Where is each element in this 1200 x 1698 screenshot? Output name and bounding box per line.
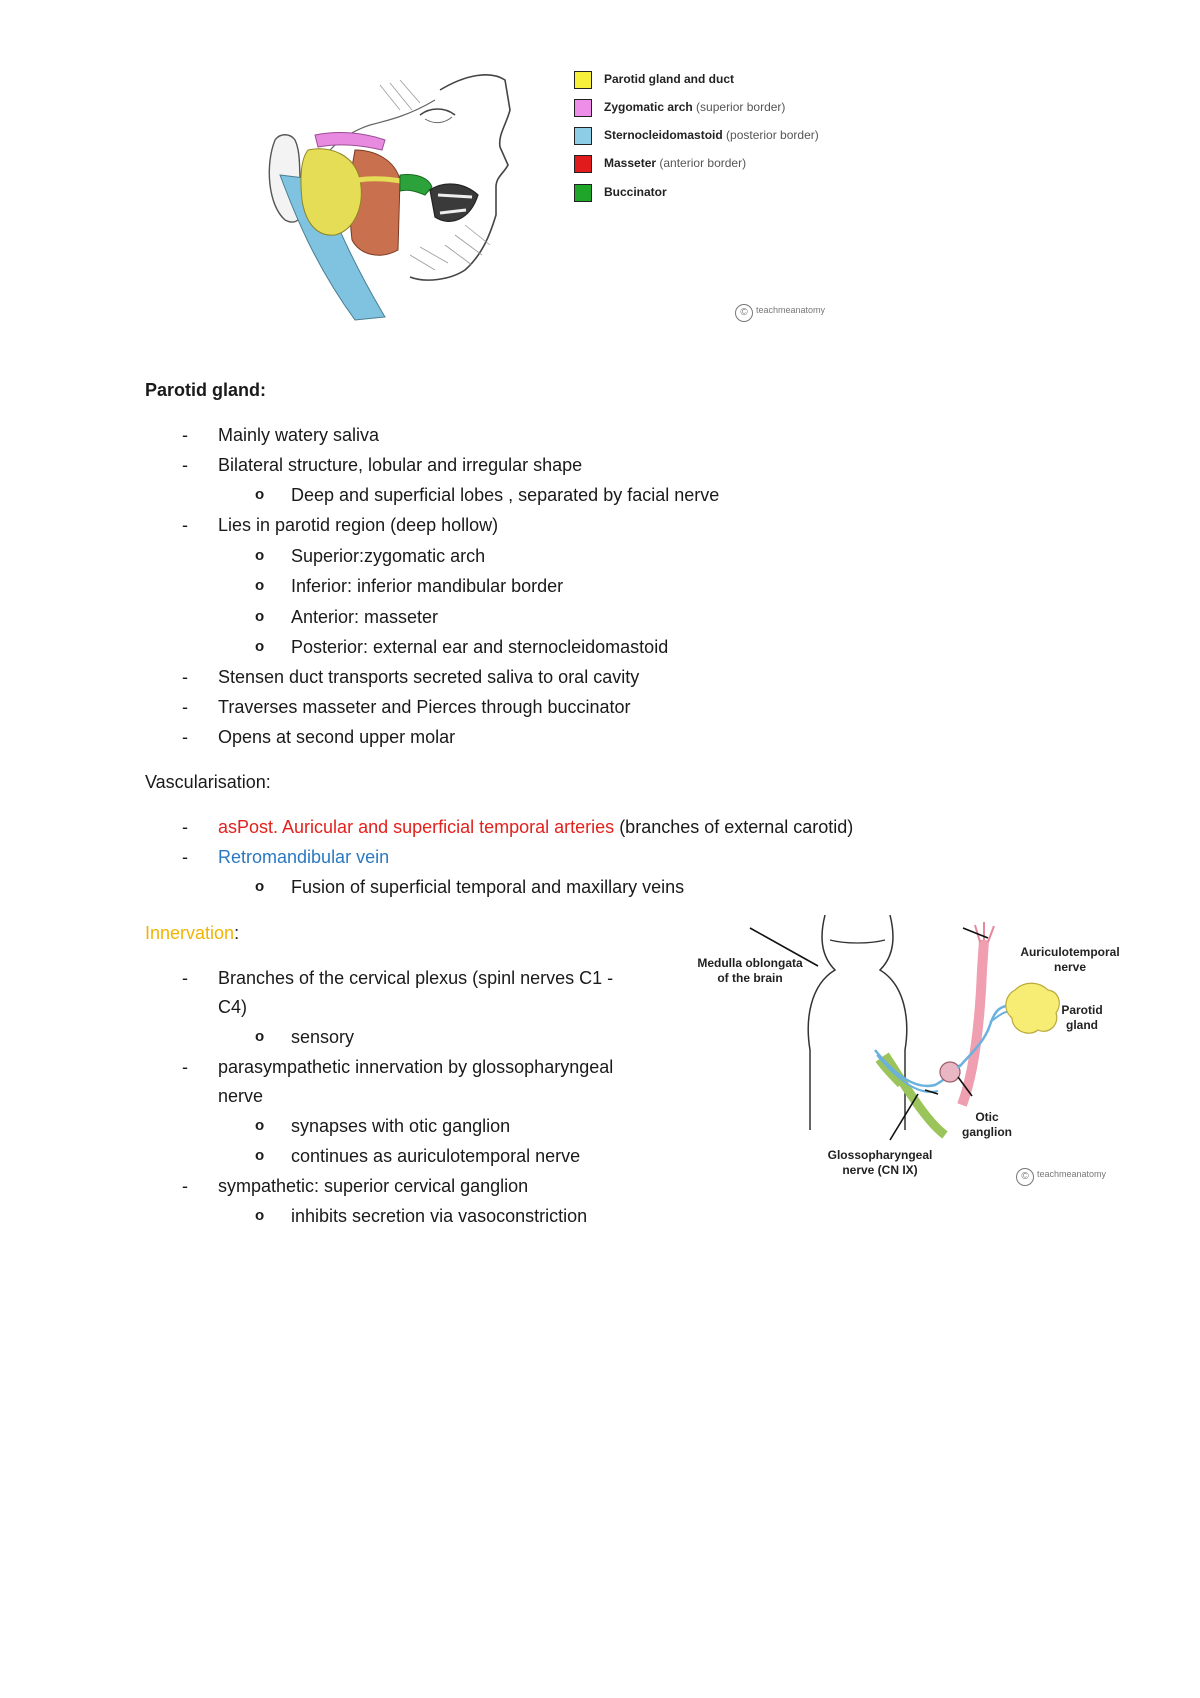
legend-label: Sternocleidomastoid (posterior border)	[604, 128, 819, 142]
legend-swatch-green	[574, 184, 592, 202]
list-item-arteries	[218, 817, 853, 837]
section-heading-parotid: Parotid gland:	[145, 380, 266, 400]
copyright-icon: ©	[735, 304, 753, 322]
bullet-dash: -	[182, 455, 188, 475]
list-subitem: inhibits secretion via vasoconstriction	[291, 1206, 588, 1226]
list-item: Branches of the cervical plexus (spinl nerves C1 -	[218, 968, 614, 988]
label-medulla: Medulla oblongata of the brain	[697, 956, 803, 985]
list-item-vein: Retromandibular vein	[218, 847, 390, 867]
legend-swatch-yellow	[574, 71, 592, 89]
list-item: Opens at second upper molar	[218, 727, 456, 747]
bullet-dash: -	[182, 425, 188, 445]
list-item: Traverses masseter and Pierces through buccinator	[218, 697, 631, 717]
list-item: parasympathetic innervation by glossopharyngeal	[218, 1057, 614, 1077]
bullet-dash: -	[182, 847, 188, 867]
list-subitem: Superior:zygomatic arch	[291, 546, 486, 566]
list-subitem: continues as auriculotemporal nerve	[291, 1146, 581, 1166]
list-item: Bilateral structure, lobular and irregular shape	[218, 455, 583, 475]
bullet-sub: o	[255, 1028, 265, 1045]
list-item: Stensen duct transports secreted saliva to oral cavity	[218, 667, 640, 687]
bullet-dash: -	[182, 817, 188, 837]
list-subitem: Deep and superficial lobes , separated by facial nerve	[291, 485, 720, 505]
legend-swatch-pink	[574, 99, 592, 117]
section-heading-innervation	[145, 923, 239, 943]
bullet-sub: o	[255, 577, 265, 594]
section-heading-vascularisation: Vascularisation:	[145, 772, 271, 792]
bullet-sub: o	[255, 1207, 265, 1224]
label-otic-ganglion: Otic ganglion	[962, 1110, 1012, 1139]
figure-face-anatomy	[260, 55, 860, 330]
face-illustration	[260, 55, 860, 330]
list-subitem: Posterior: external ear and sternocleidomastoid	[291, 637, 669, 657]
list-item-continued: C4)	[218, 997, 248, 1017]
bullet-dash: -	[182, 1176, 188, 1196]
arteries-highlight: asPost. Auricular and superficial temporal arteries	[218, 817, 615, 837]
list-item-continued: nerve	[218, 1086, 264, 1106]
legend-label: Zygomatic arch (superior border)	[604, 100, 786, 114]
bullet-sub: o	[255, 638, 265, 655]
legend-label: Buccinator	[604, 185, 667, 199]
label-auriculotemporal: Auriculotemporal nerve	[1020, 945, 1120, 974]
bullet-sub: o	[255, 608, 265, 625]
bullet-dash: -	[182, 697, 188, 717]
bullet-sub: o	[255, 486, 265, 503]
bullet-dash: -	[182, 968, 188, 988]
bullet-sub: o	[255, 1147, 265, 1164]
list-subitem: synapses with otic ganglion	[291, 1116, 511, 1136]
list-item: sympathetic: superior cervical ganglion	[218, 1176, 529, 1196]
legend-label: Masseter (anterior border)	[604, 156, 747, 170]
innervation-heading-colon: :	[234, 923, 240, 943]
legend-swatch-blue	[574, 127, 592, 145]
list-subitem: Anterior: masseter	[291, 607, 439, 627]
bullet-dash: -	[182, 1057, 188, 1077]
copyright-icon: ©	[1016, 1168, 1034, 1186]
label-glossopharyngeal: Glossopharyngeal nerve (CN IX)	[827, 1148, 933, 1177]
list-item: Mainly watery saliva	[218, 425, 380, 445]
arteries-note: (branches of external carotid)	[614, 817, 854, 837]
list-subitem: Fusion of superficial temporal and maxillary veins	[291, 877, 685, 897]
watermark-text: teachmeanatomy	[756, 305, 826, 315]
legend-swatch-red	[574, 155, 592, 173]
legend-label: Parotid gland and duct	[604, 72, 735, 86]
list-item: Lies in parotid region (deep hollow)	[218, 515, 499, 535]
innervation-heading-text: Innervation	[145, 923, 235, 943]
list-subitem: Inferior: inferior mandibular border	[291, 576, 564, 596]
bullet-dash: -	[182, 667, 188, 687]
bullet-dash: -	[182, 727, 188, 747]
watermark-text: teachmeanatomy	[1037, 1169, 1107, 1179]
list-subitem: sensory	[291, 1027, 355, 1047]
bullet-sub: o	[255, 547, 265, 564]
bullet-sub: o	[255, 878, 265, 895]
bullet-dash: -	[182, 515, 188, 535]
bullet-sub: o	[255, 1117, 265, 1134]
label-parotid-gland: Parotid gland	[1061, 1003, 1103, 1032]
